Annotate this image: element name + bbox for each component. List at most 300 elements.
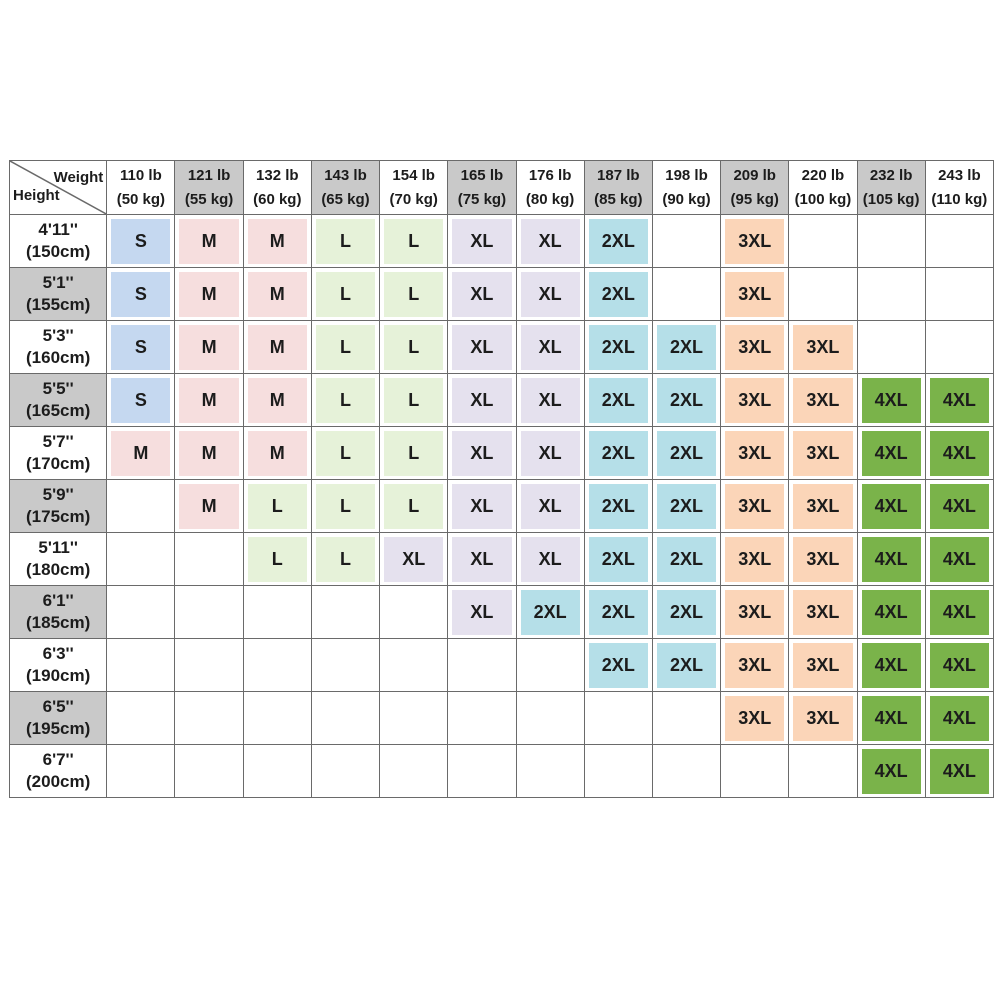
size-label: 3XL (725, 325, 784, 370)
size-cell (789, 586, 857, 639)
weight-column-header (652, 161, 720, 215)
weight-column-header (175, 161, 243, 215)
size-cell (107, 533, 175, 586)
size-cell (652, 374, 720, 427)
size-cell (925, 533, 993, 586)
size-label (521, 696, 580, 741)
size-label (657, 219, 716, 264)
size-label: 3XL (725, 643, 784, 688)
size-cell (380, 268, 448, 321)
size-cell (584, 639, 652, 692)
size-cell (857, 745, 925, 798)
size-cell (516, 215, 584, 268)
weight-kg-label: (60 kg) (253, 190, 302, 208)
size-chart-table (9, 160, 994, 798)
table-row (10, 427, 994, 480)
size-cell (107, 480, 175, 533)
corner-header-cell (10, 161, 107, 215)
size-label: 2XL (589, 325, 648, 370)
size-cell (243, 692, 311, 745)
size-label: 3XL (725, 272, 784, 317)
size-label: M (248, 431, 307, 476)
size-label (930, 219, 989, 264)
size-label: XL (452, 325, 511, 370)
size-label: 4XL (930, 537, 989, 582)
size-label: 2XL (589, 484, 648, 529)
size-label: 3XL (793, 325, 852, 370)
size-label: L (384, 272, 443, 317)
height-cm-label: (160cm) (26, 348, 91, 367)
height-cm-label: (155cm) (26, 295, 91, 314)
size-cell (380, 480, 448, 533)
weight-kg-label: (95 kg) (730, 190, 779, 208)
table-row (10, 586, 994, 639)
table-row (10, 745, 994, 798)
size-cell (789, 533, 857, 586)
weight-column-header (380, 161, 448, 215)
size-label: L (248, 484, 307, 529)
size-label: XL (452, 378, 511, 423)
size-label (589, 749, 648, 794)
size-cell (584, 215, 652, 268)
size-label (452, 749, 511, 794)
size-label: 3XL (725, 484, 784, 529)
size-cell (448, 692, 516, 745)
size-cell (243, 215, 311, 268)
size-label (316, 749, 375, 794)
weight-lb-label: 154 lb (392, 166, 435, 184)
size-cell (243, 480, 311, 533)
size-label: XL (521, 219, 580, 264)
size-cell (243, 268, 311, 321)
size-label (452, 643, 511, 688)
size-cell (584, 533, 652, 586)
size-label: XL (384, 537, 443, 582)
table-row (10, 374, 994, 427)
size-cell (584, 692, 652, 745)
height-row-header (10, 268, 107, 321)
size-label (384, 643, 443, 688)
size-cell (516, 745, 584, 798)
size-cell (311, 427, 379, 480)
size-cell (925, 480, 993, 533)
size-cell (380, 639, 448, 692)
size-label: 4XL (862, 537, 921, 582)
table-row (10, 215, 994, 268)
size-cell (584, 586, 652, 639)
size-cell (721, 321, 789, 374)
size-label: 4XL (930, 643, 989, 688)
size-cell (175, 586, 243, 639)
size-cell (175, 639, 243, 692)
height-ft-label: 4'11'' (38, 220, 78, 239)
size-label: 2XL (589, 643, 648, 688)
size-cell (107, 745, 175, 798)
height-row-header (10, 480, 107, 533)
weight-kg-label: (75 kg) (457, 190, 507, 208)
height-cm-label: (150cm) (26, 242, 91, 261)
size-cell (516, 268, 584, 321)
size-label: L (316, 219, 375, 264)
size-label: XL (452, 537, 511, 582)
size-cell (243, 374, 311, 427)
size-label: XL (452, 219, 511, 264)
height-ft-label: 5'1'' (42, 273, 74, 292)
size-cell (107, 692, 175, 745)
size-label (793, 219, 852, 264)
size-label: XL (521, 431, 580, 476)
size-label: 2XL (589, 272, 648, 317)
size-cell (584, 321, 652, 374)
size-cell (721, 639, 789, 692)
size-cell (448, 639, 516, 692)
size-label: M (179, 219, 238, 264)
size-cell (311, 215, 379, 268)
table-row (10, 321, 994, 374)
size-label: M (179, 325, 238, 370)
weight-column-header (857, 161, 925, 215)
weight-lb-label: 187 lb (597, 166, 640, 184)
size-label: XL (452, 431, 511, 476)
size-cell (243, 745, 311, 798)
size-label: 4XL (930, 378, 989, 423)
size-label: 3XL (793, 378, 852, 423)
size-cell (175, 268, 243, 321)
weight-lb-label: 232 lb (869, 166, 913, 184)
weight-column-header (721, 161, 789, 215)
size-cell (311, 533, 379, 586)
size-label (793, 749, 852, 794)
size-cell (652, 215, 720, 268)
size-cell (721, 427, 789, 480)
size-label: XL (452, 590, 511, 635)
table-row (10, 692, 994, 745)
size-cell (516, 639, 584, 692)
size-cell (516, 533, 584, 586)
size-cell (857, 268, 925, 321)
size-cell (925, 427, 993, 480)
size-label (316, 643, 375, 688)
size-cell (925, 586, 993, 639)
size-cell (175, 374, 243, 427)
size-label (111, 696, 170, 741)
height-cm-label: (190cm) (26, 666, 91, 685)
size-label: L (316, 378, 375, 423)
size-cell (652, 639, 720, 692)
size-cell (516, 480, 584, 533)
size-label: L (316, 537, 375, 582)
size-label: L (384, 431, 443, 476)
size-cell (107, 586, 175, 639)
weight-kg-label: (50 kg) (116, 190, 166, 208)
size-cell (857, 427, 925, 480)
size-cell (925, 268, 993, 321)
size-cell (721, 480, 789, 533)
size-label (248, 696, 307, 741)
size-cell (448, 745, 516, 798)
size-label (521, 749, 580, 794)
weight-kg-label: (70 kg) (389, 190, 438, 208)
weight-column-header (311, 161, 379, 215)
table-row (10, 268, 994, 321)
size-label: 4XL (930, 749, 989, 794)
size-label (930, 272, 989, 317)
size-label: 4XL (930, 590, 989, 635)
size-cell (925, 321, 993, 374)
weight-axis-label: Weight (53, 169, 104, 186)
size-cell (857, 639, 925, 692)
size-label (179, 696, 238, 741)
size-label: 4XL (862, 378, 921, 423)
size-label: 4XL (862, 431, 921, 476)
size-label: 2XL (521, 590, 580, 635)
height-row-header (10, 215, 107, 268)
size-label: 3XL (725, 431, 784, 476)
size-cell (584, 374, 652, 427)
size-cell (243, 639, 311, 692)
weight-lb-label: 121 lb (187, 166, 231, 184)
size-label: XL (521, 484, 580, 529)
size-label: XL (452, 484, 511, 529)
weight-lb-label: 165 lb (460, 166, 504, 184)
size-cell (448, 480, 516, 533)
size-label (179, 643, 238, 688)
size-label (179, 537, 238, 582)
size-label: 4XL (862, 643, 921, 688)
size-cell (516, 427, 584, 480)
size-label: 4XL (862, 749, 921, 794)
size-cell (311, 745, 379, 798)
size-label: 3XL (725, 219, 784, 264)
size-cell (516, 374, 584, 427)
size-cell (857, 692, 925, 745)
size-cell (652, 745, 720, 798)
size-label: 4XL (930, 431, 989, 476)
size-cell (380, 321, 448, 374)
size-label (111, 749, 170, 794)
size-cell (584, 745, 652, 798)
size-cell (107, 374, 175, 427)
size-label: 4XL (862, 484, 921, 529)
height-row-header (10, 586, 107, 639)
size-cell (175, 215, 243, 268)
height-ft-label: 5'9'' (42, 485, 74, 504)
size-label (793, 272, 852, 317)
size-cell (652, 427, 720, 480)
size-cell (175, 321, 243, 374)
size-label: 2XL (657, 484, 716, 529)
weight-lb-label: 110 lb (120, 166, 162, 184)
height-ft-label: 6'7'' (42, 750, 74, 769)
size-label: 3XL (793, 537, 852, 582)
size-cell (925, 692, 993, 745)
size-label: 3XL (793, 696, 852, 741)
height-ft-label: 5'5'' (42, 379, 74, 398)
size-cell (925, 215, 993, 268)
size-label: M (248, 378, 307, 423)
size-cell (652, 268, 720, 321)
height-cm-label: (175cm) (26, 507, 91, 526)
size-cell (857, 321, 925, 374)
size-label (930, 325, 989, 370)
size-cell (721, 374, 789, 427)
weight-lb-label: 143 lb (324, 166, 367, 184)
size-label (248, 590, 307, 635)
size-cell (721, 692, 789, 745)
size-label: M (248, 219, 307, 264)
size-cell (243, 427, 311, 480)
size-label: 3XL (793, 643, 852, 688)
size-label: 4XL (930, 484, 989, 529)
size-cell (652, 692, 720, 745)
size-cell (925, 745, 993, 798)
size-label: L (248, 537, 307, 582)
weight-kg-label: (65 kg) (321, 190, 370, 208)
size-cell (721, 215, 789, 268)
size-cell (857, 533, 925, 586)
size-label: 2XL (589, 378, 648, 423)
size-label: 2XL (657, 431, 716, 476)
height-cm-label: (170cm) (26, 454, 91, 473)
weight-column-header (448, 161, 516, 215)
size-cell (380, 427, 448, 480)
size-label (111, 484, 170, 529)
size-label: M (179, 272, 238, 317)
size-cell (925, 639, 993, 692)
size-cell (857, 374, 925, 427)
height-axis-label: Height (13, 187, 60, 204)
size-label: XL (521, 325, 580, 370)
size-cell (380, 745, 448, 798)
size-label (111, 590, 170, 635)
size-cell (107, 427, 175, 480)
size-cell (584, 427, 652, 480)
size-cell (448, 427, 516, 480)
size-label (657, 696, 716, 741)
header-row (10, 161, 994, 215)
size-label (589, 696, 648, 741)
table-row (10, 480, 994, 533)
size-label: S (111, 272, 170, 317)
height-ft-label: 6'3'' (42, 644, 74, 663)
size-cell (311, 321, 379, 374)
size-label (316, 590, 375, 635)
size-cell (448, 215, 516, 268)
size-label (862, 219, 921, 264)
size-label (111, 643, 170, 688)
height-cm-label: (195cm) (26, 719, 91, 738)
size-label: 4XL (862, 696, 921, 741)
size-label: 2XL (657, 643, 716, 688)
size-label: 2XL (657, 378, 716, 423)
size-cell (107, 321, 175, 374)
size-label: M (248, 325, 307, 370)
weight-column-header (584, 161, 652, 215)
size-cell (516, 692, 584, 745)
size-cell (380, 374, 448, 427)
size-cell (857, 586, 925, 639)
size-cell (107, 215, 175, 268)
height-ft-label: 5'11'' (38, 538, 78, 557)
size-label: S (111, 325, 170, 370)
size-cell (311, 268, 379, 321)
weight-lb-label: 209 lb (733, 166, 776, 184)
weight-kg-label: (110 kg) (931, 190, 988, 208)
weight-lb-label: 243 lb (938, 166, 981, 184)
size-cell (380, 533, 448, 586)
size-label (657, 272, 716, 317)
size-label: 2XL (589, 431, 648, 476)
size-label: 4XL (930, 696, 989, 741)
height-row-header (10, 692, 107, 745)
size-label: S (111, 219, 170, 264)
size-cell (448, 268, 516, 321)
size-label (316, 696, 375, 741)
size-label: L (316, 272, 375, 317)
size-label: 3XL (793, 431, 852, 476)
size-cell (789, 215, 857, 268)
size-label (725, 749, 784, 794)
table-row (10, 533, 994, 586)
size-label: 2XL (657, 325, 716, 370)
size-label (657, 749, 716, 794)
height-cm-label: (180cm) (26, 560, 91, 579)
size-cell (448, 374, 516, 427)
size-label: 3XL (793, 590, 852, 635)
size-cell (243, 321, 311, 374)
size-cell (175, 427, 243, 480)
size-cell (448, 321, 516, 374)
size-label: L (384, 378, 443, 423)
weight-kg-label: (90 kg) (662, 190, 711, 208)
size-cell (311, 639, 379, 692)
size-label (248, 643, 307, 688)
size-cell (448, 586, 516, 639)
size-label (384, 696, 443, 741)
size-label: L (384, 219, 443, 264)
size-label: S (111, 378, 170, 423)
height-ft-label: 6'1'' (42, 591, 74, 610)
size-cell (311, 480, 379, 533)
height-row-header (10, 374, 107, 427)
size-cell (789, 427, 857, 480)
size-cell (721, 268, 789, 321)
size-label (248, 749, 307, 794)
size-label: XL (521, 378, 580, 423)
size-cell (243, 533, 311, 586)
size-label: 3XL (725, 537, 784, 582)
size-label: 3XL (725, 696, 784, 741)
height-row-header (10, 427, 107, 480)
size-cell (789, 268, 857, 321)
size-cell (789, 321, 857, 374)
height-ft-label: 5'7'' (42, 432, 74, 451)
weight-kg-label: (55 kg) (184, 190, 234, 208)
size-cell (721, 745, 789, 798)
size-cell (380, 215, 448, 268)
size-cell (721, 586, 789, 639)
size-cell (857, 215, 925, 268)
size-label (521, 643, 580, 688)
weight-kg-label: (100 kg) (794, 190, 852, 208)
size-cell (789, 692, 857, 745)
weight-lb-label: 132 lb (256, 166, 299, 184)
size-label: 2XL (589, 537, 648, 582)
size-label (111, 537, 170, 582)
size-label: XL (452, 272, 511, 317)
size-cell (311, 692, 379, 745)
table-row (10, 639, 994, 692)
